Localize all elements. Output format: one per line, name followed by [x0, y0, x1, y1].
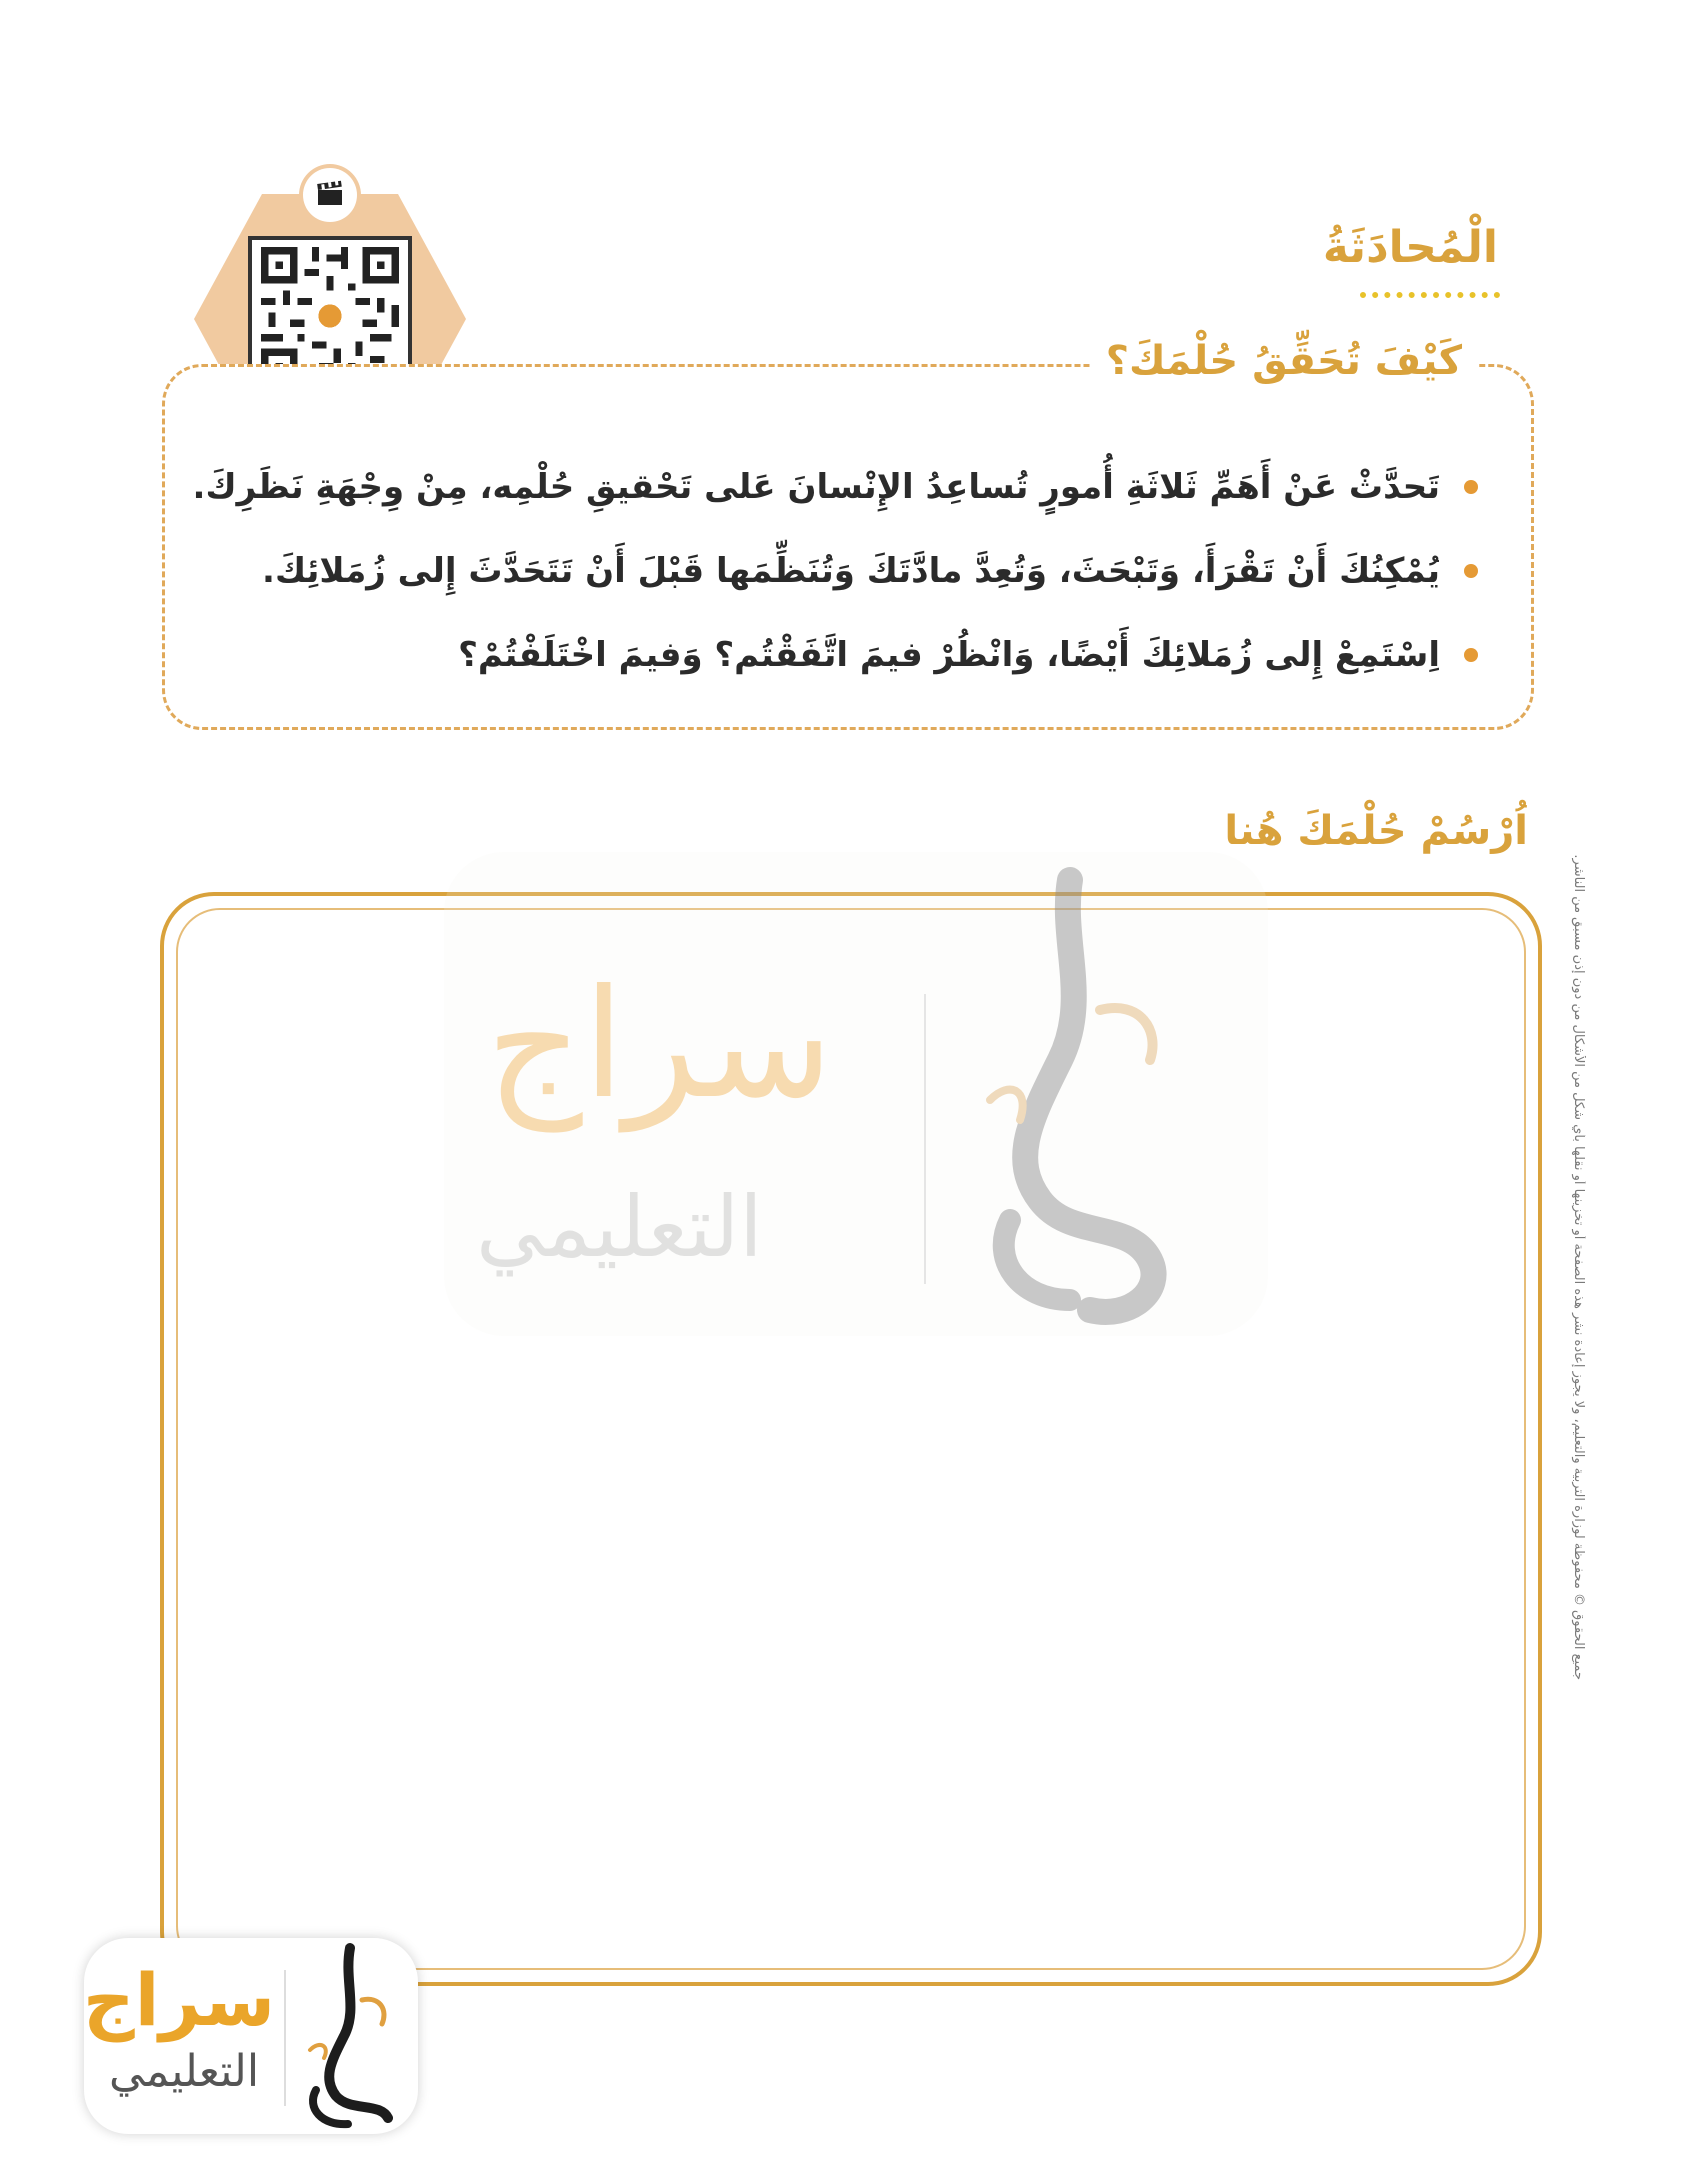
list-item [192, 445, 1478, 529]
watermark-divider [924, 994, 926, 1284]
bullet-text: يُمْكِنُكَ أَنْ تَقْرَأَ، وَتَبْحَثَ، وَتُعِدَّ مادَّتَكَ وَتُنَظِّمَها قَبْلَ أَنْ تَتَحَدَّثَ إِلى زُمَلائِكَ. [262, 551, 1440, 591]
draw-title: اُرْسُمْ حُلْمَكَ هُنا [1224, 808, 1528, 854]
bullet-dot-icon [1464, 480, 1478, 494]
discussion-title: كَيْفَ تُحَقِّقُ حُلْمَكَ؟ [1090, 338, 1478, 384]
bullet-text: اِسْتَمِعْ إِلى زُمَلائِكَ أَيْضًا، وَانْظُرْ فيمَ اتَّفَقْتُم؟ وَفيمَ اخْتَلَفْتُمْ؟ [458, 635, 1440, 675]
video-clapper-icon[interactable] [303, 168, 357, 222]
bullet-text: تَحدَّثْ عَنْ أَهَمِّ ثَلاثَةِ أُمورٍ تُساعِدُ الإِنْسانَ عَلى تَحْقيقِ حُلْمِه، مِنْ وِجْهَةِ نَظَرِكَ. [192, 467, 1440, 507]
list-item [318, 613, 1478, 697]
section-title: الْمُحادَثَةُ [1322, 222, 1498, 273]
bullet-dot-icon [1464, 564, 1478, 578]
watermark-logo-subtext: التعليمي [476, 1178, 763, 1276]
watermark-calligraphy-icon [950, 860, 1210, 1330]
footer-logo-divider [284, 1970, 286, 2106]
title-dotted-underline [1360, 292, 1500, 298]
footer-logo-subtext: التعليمي [108, 2046, 260, 2097]
list-item [262, 529, 1478, 613]
side-copyright-note: جميع الحقوق © محفوظة لوزارة التربية والتعليم، ولا يجوز إعادة نشر هذه الصفحة أو تخزينها أو نقلها بأي شكل من الأشكال من دون إذن مسبق من الناشر. [1571, 854, 1586, 1680]
watermark-logo-text: سراج [486, 958, 833, 1132]
discussion-bullet-list [192, 445, 1478, 697]
footer-logo-text: سراج [82, 1958, 275, 2042]
footer-logo-calligraphy-icon [292, 1940, 410, 2132]
bullet-dot-icon [1464, 648, 1478, 662]
